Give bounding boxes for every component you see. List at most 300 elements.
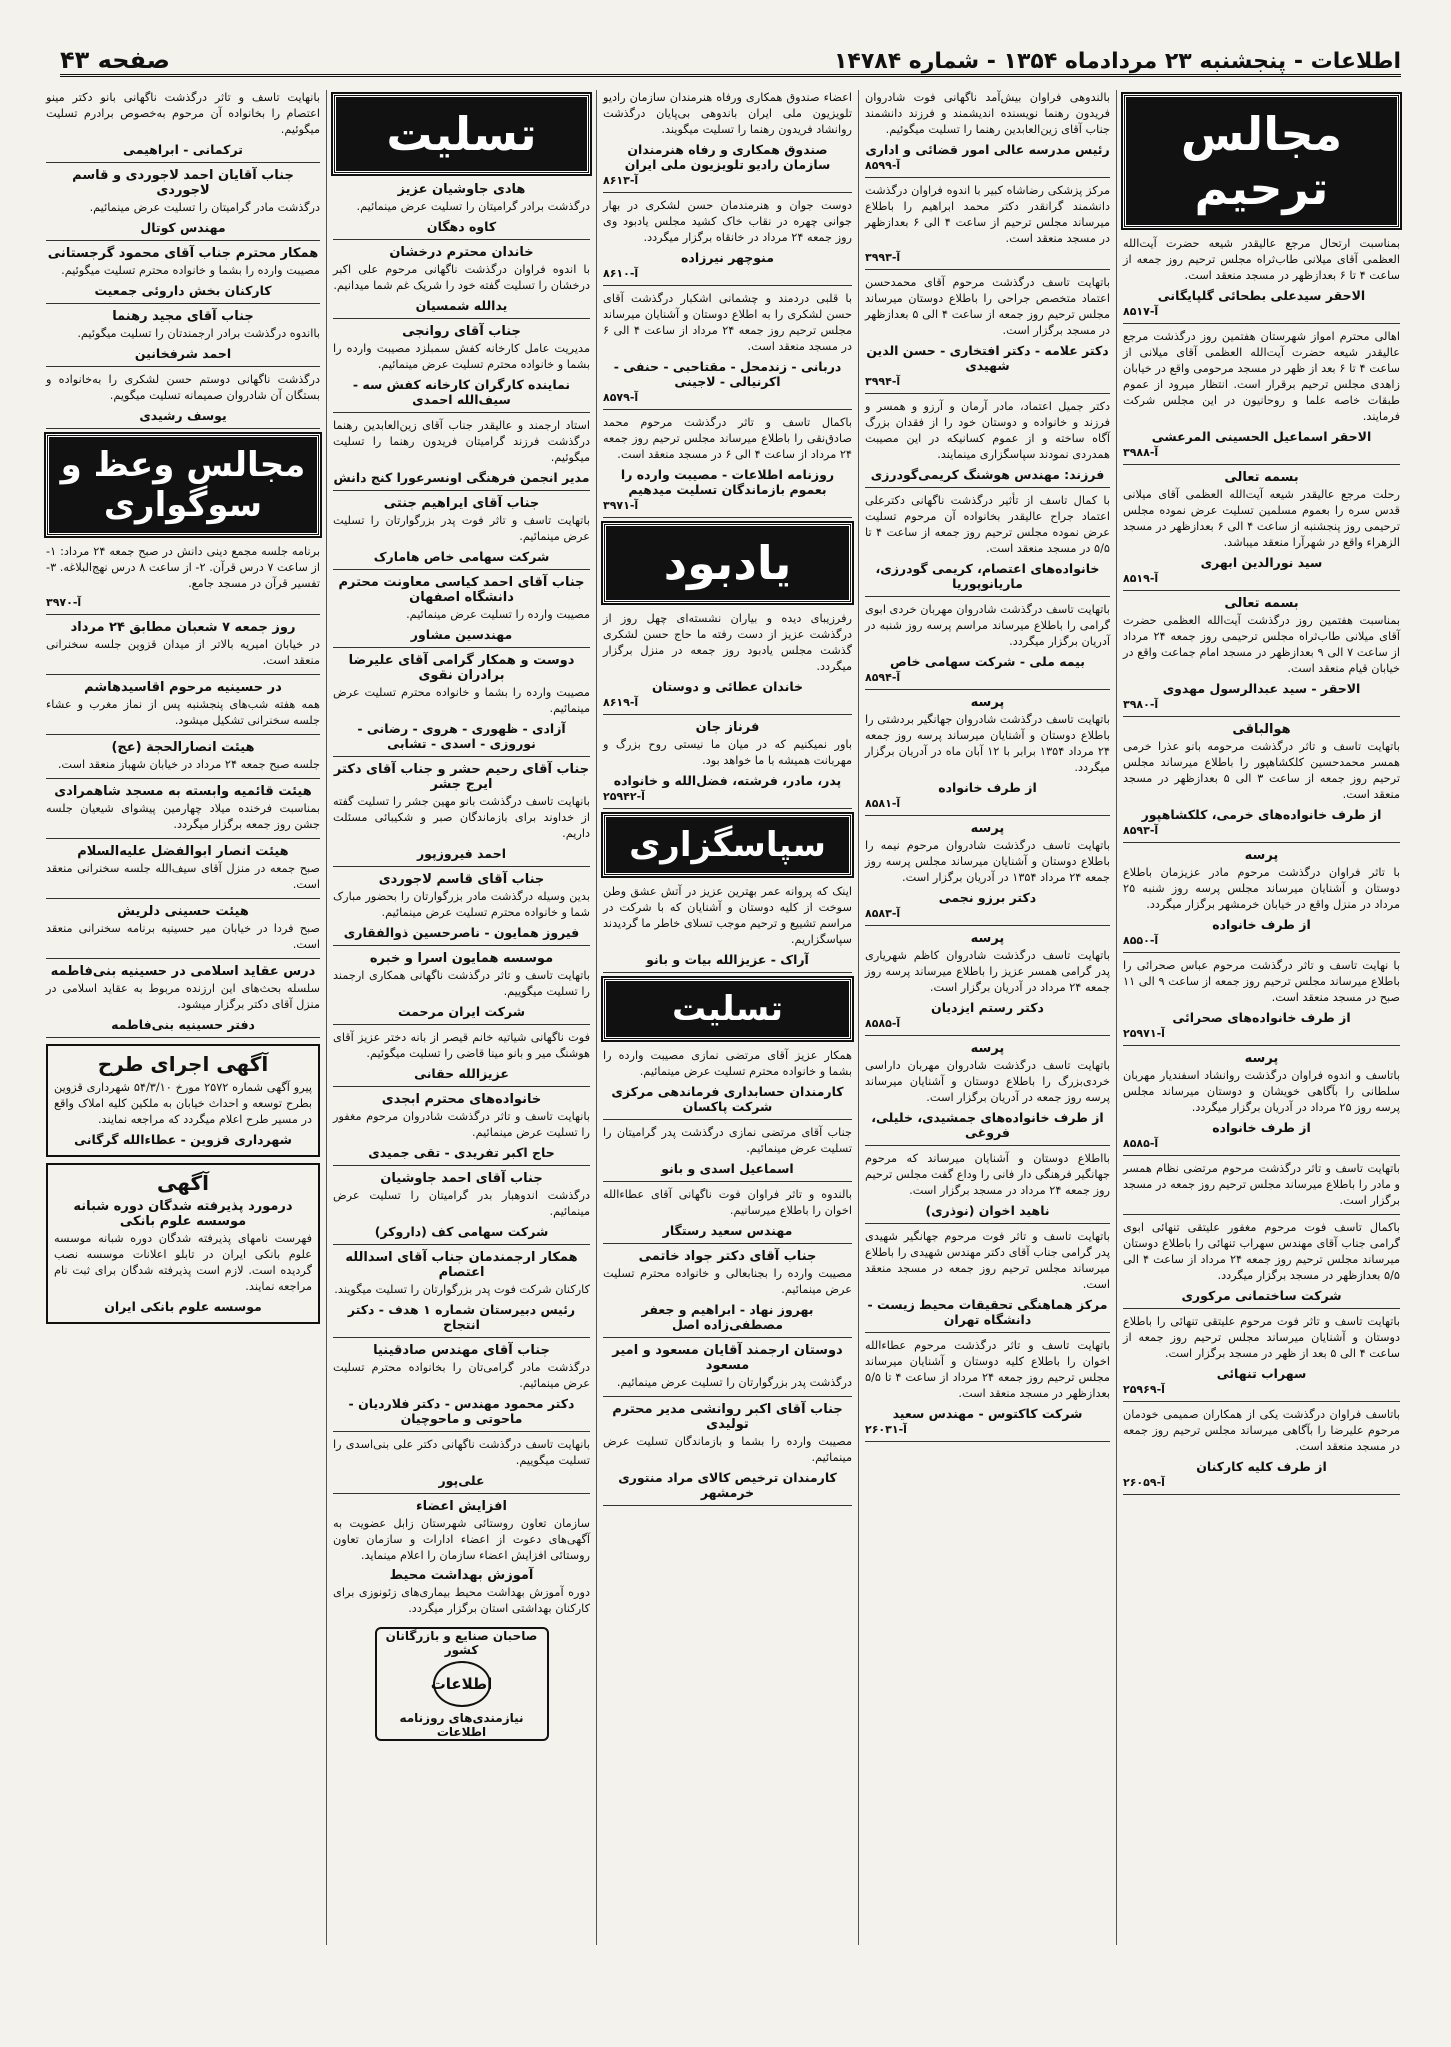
notice-item: [603, 1343, 852, 1397]
notice-signature: یوسف رشیدی: [139, 408, 227, 423]
notice-text: با قلبی دردمند و چشمانی اشکبار درگذشت آقای حسن لشکری را به اطلاع دوستان و آشنایان میرساند مجلس ترحیم روز جمعه ۲۴ مرداد از ساعت ۴ الی ۶ در مسجد منعقد است.: [603, 292, 853, 353]
notice-signature: شرکت ایران مرحمت: [397, 1004, 526, 1019]
notice-item: [1123, 470, 1400, 591]
notice-divider: [865, 596, 1110, 597]
notice-item: [46, 90, 320, 163]
notice-text: باکمال تاسف و تاثر درگذشت مرحوم محمد صادق‌نقی را باطلاع میرساند مجلس ترحیم روز جمعه ۲۴ مرداد از ساعت ۴ الی ۶ در مسجد منعقد است.: [603, 416, 852, 461]
ad-box-title: آگهی اجرای طرح: [97, 1052, 269, 1076]
notice-text: باتهایت تاسف و تاثر فوت مرحوم جهانگیر شهیدی پدر گرامی جناب آقای دکتر مهندس شهیدی را باطلاع میرساند مجلس ترحیم روز جمعه در مسجد منعقد است.: [865, 1230, 1110, 1291]
notice-code: آ-۲۵۹۴۲: [603, 790, 645, 803]
notice-item: [865, 1229, 1110, 1333]
notice-divider: [46, 958, 320, 959]
notice-text: کارکنان شرکت فوت پدر بزرگوارتان را تسلیت میگویند.: [334, 1283, 590, 1296]
notice-text: مدیریت عامل کارخانه کفش سمبلزد مصیبت وارده را بشما و خانواده محترم تسلیت عرض مینمائیم.: [333, 342, 590, 371]
notice-heading: هیئت انصارالحجة (عج): [111, 740, 255, 755]
notice-item: [1123, 329, 1400, 465]
notice-item: [603, 1187, 852, 1244]
column-5: [40, 90, 326, 1945]
notice-text: مصیبت وارده را بشما و خانواده محترم تسلیت میگوئیم.: [61, 264, 320, 277]
notice-item: [865, 90, 1110, 178]
notice-text: بانهایت تاسف درگذشت بانو مهین جشر را تسلیت گفته از خداوند برای بازماندگان صبر و شکیبائی مسئلت داریم.: [333, 795, 590, 840]
notice-code: آ-۳۹۹۳: [865, 251, 901, 264]
notice-heading: دوستان ارجمند آقایان مسعود و امیر مسعود: [612, 1343, 843, 1373]
notice-code: آ-۸۵۱۹: [1123, 572, 1159, 585]
notice-divider: [603, 1119, 852, 1120]
notice-divider: [46, 240, 320, 241]
notice-text: در خیابان امیریه بالاتر از میدان قزوین جلسه سخنرانی منعقد است.: [46, 638, 320, 667]
notice-item: [865, 931, 1110, 1036]
notice-text: صبح جمعه در منزل آقای سیف‌الله جلسه سخنرانی منعقد است.: [46, 862, 320, 891]
notice-item: [1123, 1314, 1400, 1402]
notice-code: آ-۳۹۷۱: [603, 499, 639, 512]
notice-signature: شرکت کاکتوس - مهندس سعید: [892, 1406, 1083, 1421]
notice-signature: از طرف خانواده: [938, 780, 1037, 795]
notice-divider: [865, 269, 1110, 270]
notice-signature: کاوه دهگان: [426, 219, 497, 234]
notice-code: آ-۸۵۸۵: [865, 1017, 901, 1030]
notice-divider: [603, 1505, 852, 1506]
notice-text: با کمال تاسف از تأثیر درگذشت ناگهانی دکترعلی اعتماد جراح عالیقدر بخانواده آن مرحوم تسلیت عرض نموده مجلس ترحیم روز جمعه از ساعت ۴ تا ۵/۵ در مسجد منعقد است.: [865, 494, 1110, 555]
notice-divider: [865, 1332, 1110, 1333]
notice-signature: فیروز همایون - ناصرحسین ذوالفقاری: [343, 925, 580, 940]
notice-text: بمناسبت ارتحال مرجع عالیقدر شیعه حضرت آیت‌الله العظمی آقای میلانی طاب‌ثراه مجلس ترحیم روز جمعه از ساعت ۴ تا ۶ بعدازظهر در مسجد منعقد است.: [1123, 237, 1400, 282]
notice-signature: از طرف خانواده‌های جمشیدی، خلیلی، فروغی: [871, 1110, 1104, 1140]
notice-item: [333, 575, 590, 648]
notice-list-5: [46, 90, 320, 429]
notice-item: [865, 1151, 1110, 1224]
notice-signature: صندوق همکاری و رفاه هنرمندان سازمان رادیو تلویزیون ملی ایران: [624, 142, 831, 172]
notice-text: باتهایت تاسف درگذشت شادروان مرحوم نیمه را باطلاع دوستان و آشنایان میرساند مجلس پرسه روز جمعه ۲۴ مرداد ۱۳۵۴ در آدریان برگزار است.: [865, 839, 1110, 884]
notice-item: [333, 1437, 590, 1494]
notice-text: دکتر جمیل اعتماد، مادر آرمان و آرزو و همسر و فرزند و خانواده و دوستان خود را از فقدان بزرگ آگاه ساخته و از عموم کسانیکه در این مصیبت همدردی نمودند سپاسگزاری مینمایند.: [865, 400, 1110, 461]
notice-code: آ-۸۶۱۳: [603, 174, 639, 187]
notice-heading: هیئت قائمیه وابسته به مسجد شاهمرادی: [54, 784, 312, 799]
notice-divider: [865, 1223, 1110, 1224]
notice-text: درگذشت مادر گرامی‌تان را بخانواده محترم تسلیت عرض مینمائیم.: [333, 1361, 590, 1390]
notice-signature: دفتر حسینیه بنی‌فاطمه: [111, 1017, 255, 1032]
notice-divider: [333, 1024, 590, 1025]
notice-signature: فرزند: مهندس هوشنگ کریمی‌گودرزی: [870, 467, 1105, 482]
notice-signature: عزیزالله حقانی: [414, 1066, 509, 1081]
notice-heading: جناب آقای اکبر روانشی مدیر محترم تولیدی: [612, 1402, 843, 1432]
notice-signature: مرکز هماهنگی تحقیقات محیط زیست - دانشگاه تهران: [867, 1297, 1108, 1327]
notice-text: بانهایت تاسف و تاثر درگذشت شادروان مرحوم مغفور را تسلیت عرض مینمائیم.: [333, 1110, 590, 1139]
notice-divider: [603, 972, 852, 973]
notice-divider: [333, 569, 590, 570]
notice-item: [333, 1171, 590, 1245]
notice-divider: [1123, 716, 1400, 717]
notice-signature: شرکت سهامی خاص هامارک: [373, 549, 550, 564]
notice-signature: دکتر رستم ایزدیان: [931, 1000, 1044, 1015]
notice-heading: پرسه: [1244, 1051, 1279, 1066]
notice-heading: پرسه: [970, 1041, 1005, 1056]
notice-code: آ-۳۹۸۰: [1123, 698, 1159, 711]
notice-signature: کارمندان ترخیص کالای مراد منتوری خرمشهر: [618, 1470, 837, 1500]
notice-heading: بسمه تعالی: [1224, 596, 1299, 611]
notice-text: درگذشت مادر گرامیتان را تسلیت عرض مینمائیم.: [89, 201, 320, 214]
notice-heading: هوالباقی: [1232, 722, 1291, 737]
notice-item: [865, 1041, 1110, 1146]
notice-divider: [333, 412, 590, 413]
notice-divider: [333, 945, 590, 946]
notice-heading: جناب آقای دکتر جواد خاتمی: [638, 1249, 817, 1264]
notice-signature: مدیر انجمن فرهنگی اونسرعورا کنج دانش: [333, 470, 590, 485]
notice-divider: [1123, 842, 1400, 843]
banner-tasliat: تسلیت: [333, 94, 590, 174]
notice-code: آ-۸۵۵۰: [1123, 934, 1159, 947]
notice-divider: [1123, 1214, 1400, 1215]
notice-divider: [603, 285, 852, 286]
notice-item: [1123, 596, 1400, 717]
notice-divider: [46, 162, 320, 163]
notice-text: همه هفته شب‌های پنجشنبه پس از نماز مغرب و عشاء جلسه سخنرانی تشکیل میشود.: [46, 698, 320, 727]
notice-item: [333, 1250, 590, 1338]
notice-text: مصیبت وارده را بجنابعالی و خانواده محترم تسلیت عرض مینمائیم.: [603, 1267, 852, 1296]
notice-divider: [603, 409, 852, 410]
notice-signature: از طرف خانواده: [1212, 1120, 1311, 1135]
notice-list-3c: [603, 884, 852, 973]
notice-code: آ-۸۵۸۳: [865, 907, 901, 920]
notice-text: جلسه صبح جمعه ۲۴ مرداد در خیابان شهباز منعقد است.: [57, 758, 320, 771]
notice-divider: [865, 1441, 1110, 1442]
notice-list-2: [865, 90, 1110, 1442]
notice-item: [46, 309, 320, 367]
notice-signature: دکتر محمود مهندس - دکتر فلاردیان - ماحوتی و ماحوچیان: [348, 1396, 575, 1426]
notice-heading: خانواده‌های محترم ابجدی: [381, 1092, 542, 1107]
notice-item: [333, 951, 590, 1025]
notice-item: [333, 1092, 590, 1166]
page-header: [60, 40, 1401, 77]
notice-divider: [603, 1396, 852, 1397]
notice-heading: جناب آقایان احمد لاجوردی و قاسم لاجوردی: [72, 168, 294, 198]
notice-item: [333, 245, 590, 319]
notice-text: باتهایت تاسف درگذشت شادروان جهانگیر بردشتی را باطلاع دوستان و آشنایان میرساند پرسه روز جمعه ۲۴ مرداد ۱۳۵۴ برابر با ۱۲ آبان ماه در آدریان برگزار میگردد.: [865, 713, 1110, 774]
notice-heading: در حسینیه مرحوم اقاسیدهاشم: [84, 680, 282, 695]
notice-code: آ-۸۵۸۱: [865, 797, 901, 810]
notice-divider: [603, 1181, 852, 1182]
notice-text: بالندوه و تاثر فراوان فوت ناگهانی آقای عطاءالله اخوان را باطلاع میرسانیم.: [603, 1188, 852, 1217]
notice-heading: خاندان محترم درخشان: [389, 245, 534, 260]
ad-box2-text: فهرست نامهای پذیرفته شدگان دوره شبانه موسسه علوم بانکی ایران در تابلو اعلانات موسسه نصب گردیده است. لازم است پذیرفته شدگان برای ثبت نام مراجعه نمایند.: [54, 1232, 312, 1293]
notice-signature: الاحقر اسماعیل الحسینی المرعشی: [1151, 429, 1372, 444]
notice-heading: پرسه: [970, 695, 1005, 710]
notice-item: [603, 415, 852, 518]
notice-divider: [603, 808, 852, 809]
notice-text: همکار عزیز آقای مرتضی نمازی مصیبت وارده را بشما و خانواده محترم تسلیت عرض مینمائیم.: [603, 1049, 852, 1078]
notice-code: آ-۲۵۹۷۱: [1123, 1027, 1165, 1040]
newspaper-dateline: اطلاعات - پنجشنبه ۲۳ مردادماه ۱۳۵۴ - شماره ۱۴۷۸۴: [833, 49, 1401, 74]
notice-code: آ-۲۶۰۵۹: [1123, 1476, 1165, 1489]
notice-text: درگذشت پدر بزرگوارتان را تسلیت عرض مینمائیم.: [616, 1376, 852, 1389]
notice-list-3b: [603, 611, 852, 809]
notice-text: باتهایت تاسف درگذشت مرحوم آقای محمدحسن اعتماد متخصص جراحی را باطلاع دوستان میرساند مجلس ترحیم روز جمعه از ساعت ۴ الی ۵ بعدازظهر در مسجد برگزار است.: [865, 276, 1111, 337]
notice-list-5b: [46, 544, 320, 1038]
notice-signature: از طرف کلیه کارکنان: [1196, 1459, 1327, 1474]
notice-heading: بسمه تعالی: [1224, 470, 1299, 485]
notice-text: بالندوهی فراوان بیش‌آمد ناگهانی فوت شادروان فریدون رهنما نویسنده اندیشمند و فرزند دانشمند جناب آقای زین‌العابدین رهنما را تسلیت میگوئیم.: [865, 91, 1110, 136]
notice-signature: مهندس کوتال: [140, 220, 226, 235]
notice-signature: اسماعیل اسدی و بانو: [661, 1161, 794, 1176]
notice-heading: موسسه همایون اسرا و خبره: [369, 951, 554, 966]
notice-item: [603, 1249, 852, 1338]
notice-divider: [46, 366, 320, 367]
notice-text: سلسله بحث‌های این ارزنده مربوط به عقاید اسلامی در منزل آقای دکتر برگزار میشود.: [46, 982, 320, 1011]
notice-signature: دکتر برزو نجمی: [938, 890, 1037, 905]
notice-text: باتهایت تاسف درگذشت شادروان مهربان خردی ابوی گرامی را باطلاع میرساند مراسم پرسه روز شنبه در آدریان برگزار میگردد.: [865, 603, 1110, 648]
notice-list-1: [1123, 236, 1400, 1495]
notice-heading: روز جمعه ۷ شعبان مطابق ۲۴ مرداد: [70, 620, 296, 635]
notice-item: [603, 720, 852, 809]
notice-text: بااطلاع دوستان و آشنایان میرساند که مرحوم جهانگیر فرهنگی دار فانی را وداع گفت مجلس ترحیم روز جمعه ۲۴ مرداد در مسجد برگزار است.: [865, 1152, 1110, 1197]
column-2: [858, 90, 1116, 1945]
notice-text: با اندوه فراوان درگذشت ناگهانی مرحوم علی اکبر درخشان را تسلیت گفته خود را شریک غم شما میدانیم.: [333, 263, 590, 292]
notice-heading: فرناز جان: [695, 720, 760, 735]
notice-text: بااندوه درگذشت برادر ارجمندتان را تسلیت میگوئیم.: [77, 327, 320, 340]
notice-divider: [333, 1431, 590, 1432]
notice-text: باکمال تاسف فوت مرحوم مغفور علیتقی تنهائی ابوی گرامی جناب آقای مهندس سهراب تنهائی را باطلاع دوستان میرساند مجلس ترحیم روز جمعه ۲۴ مرداد از ساعت ۴ الی ۵/۵ بعدازظهر در مسجد برگزار میگردد.: [1123, 1221, 1401, 1282]
notice-signature: آراک - عزیزالله بیات و بانو: [646, 952, 809, 967]
notice-heading: پرسه: [970, 821, 1005, 836]
notice-item: [1123, 722, 1400, 843]
ad-box-ejraye-tarh: [46, 1044, 320, 1157]
notice-code: آ-۲۵۹۶۹: [1123, 1383, 1165, 1396]
notice-divider: [1123, 1155, 1400, 1156]
notice-text: برنامه جلسه مجمع دینی دانش در صبح جمعه ۲۴ مرداد: ۱- از ساعت ۷ درس قرآن. ۲- از ساعت ۸ درس نهج‌البلاغه. ۳- تفسیر قرآن در مسجد جامع.: [46, 545, 320, 590]
notice-signature: شرکت ساختمانی مرکوری: [1181, 1288, 1342, 1303]
notice-item: [46, 904, 320, 959]
notice-text: باتهایت تاسف و تاثر درگذشت مرحوم مرتضی نظام همسر و مادر را باطلاع میرساند مجلس ترحیم روز جمعه در مسجد برگزار است.: [1123, 1162, 1400, 1207]
notice-signature: از طرف خانواده‌های صحرائی: [1172, 1010, 1351, 1025]
notice-code: آ-۸۵۱۷: [1123, 305, 1159, 318]
notice-divider: [46, 428, 320, 429]
notice-item: [865, 821, 1110, 926]
notice-text: جناب آقای مرتضی نمازی درگذشت پدر گرامیتان را تسلیت عرض مینمائیم.: [603, 1126, 852, 1155]
ad2-text: دوره آموزش بهداشت محیط بیماری‌های زئونوزی برای کارکنان بهداشتی استان برگزار میگردد.: [333, 1586, 590, 1615]
column-4: [326, 90, 596, 1945]
notice-divider: [1123, 1045, 1400, 1046]
notice-signature: بهروز نهاد - ابراهیم و جعفر مصطفی‌زاده اصل: [641, 1302, 814, 1332]
notice-text: استاد ارجمند و عالیقدر جناب آقای زین‌العابدین رهنما درگذشت فرزند گرامیتان فریدون رهنما را تسلیت میگوئیم.: [333, 419, 590, 464]
notice-item: [333, 418, 590, 491]
notice-heading: جناب آقای ایراهیم جنتی: [383, 496, 540, 511]
notice-text: بمناسبت هفتمین روز درگذشت آیت‌الله العظمی حضرت آقای میلانی طاب‌ثراه مجلس ترحیمی روز جمعه ۲۴ مرداد از ساعت ۷ الی ۹ بعدازظهر در مسجد امام جماعت واقع در خیابان قیام منعقد است.: [1123, 614, 1401, 675]
notice-signature: مهندس سعید رستگار: [662, 1223, 793, 1238]
notice-code: آ-۳۹۹۴: [865, 375, 901, 388]
notice-divider: [333, 1086, 590, 1087]
notice-item: [333, 324, 590, 413]
notice-divider: [46, 614, 320, 615]
notice-text: دوست جوان و هنرمندمان حسن لشکری در بهار جوانی چهره در نقاب خاک کشید مجلس یادبود وی روز جمعه ۲۴ مرداد در خانقاه برگزار میگردد.: [603, 199, 852, 244]
notice-text: با نهایت تاسف و تاثر درگذشت مرحوم عباس صحرائی را باطلاع میرساند مجلس ترحیم روز جمعه از ساعت ۹ الی ۱۱ صبح در مسجد منعقد است.: [1123, 959, 1400, 1004]
notice-signature: احمد شرفخانین: [134, 346, 232, 361]
notice-code: آ-۸۵۸۵: [1123, 1137, 1159, 1150]
notice-item: [603, 884, 852, 973]
notice-text: باتهایت تاسف و تاثر درگذشت ناگهانی همکاری ارجمند را تسلیت میگوییم.: [333, 969, 590, 998]
notice-signature: آزادی - ظهوری - هروی - رضانی - نوروزی - اسدی - تشابی: [357, 721, 566, 751]
column-3: [596, 90, 858, 1945]
page-columns: [40, 90, 1406, 2027]
notice-code: آ-۸۶۱۹: [603, 696, 639, 709]
notice-code: آ-۸۶۱۰: [603, 267, 639, 280]
notice-divider: [865, 925, 1110, 926]
notice-divider: [603, 517, 852, 518]
notice-divider: [603, 1243, 852, 1244]
notice-item: [865, 493, 1110, 597]
notice-signature: یدالله شمسیان: [415, 298, 508, 313]
notice-text: درگذشت ناگهانی دوستم حسن لشکری را به‌خانواده و بستگان آن شادروان صمیمانه تسلیت میگویم.: [46, 373, 320, 402]
notice-signature: حاج اکبر تفریدی - تقی جمیدی: [368, 1145, 555, 1160]
notice-item: [46, 740, 320, 779]
banner-vaaz-sogvari: مجالس وعظ و سوگواری: [46, 434, 320, 536]
notice-text: بمناسبت فرخنده میلاد چهارمین پیشوای شیعیان جلسه جشن روز جمعه برگزار میگردد.: [46, 802, 320, 831]
ad-box-signature: شهرداری قزوین - عطاءالله گرگانی: [74, 1132, 292, 1147]
notice-divider: [333, 756, 590, 757]
notice-heading: هیئت حسینی دلریش: [117, 904, 249, 919]
page-number: صفحه ۴۳: [60, 46, 170, 74]
notice-item: [333, 653, 590, 757]
notice-item: [1123, 958, 1400, 1046]
notice-divider: [603, 1337, 852, 1338]
banner-tasliat-2: تسلیت: [603, 978, 852, 1040]
notice-item: [333, 496, 590, 570]
notice-text: باتهایت تاسف درگذشت شادروان کاظم شهریاری پدر گرامی همسر عزیز را باطلاع میرساند پرسه روز جمعه ۲۴ مرداد در آدریان برگزار است.: [865, 949, 1110, 994]
notice-text: باور نمیکنیم که در میان ما نیستی روح بزرگ و مهربانت همیشه با ما خواهد بود.: [603, 738, 852, 767]
notice-item: [865, 695, 1110, 816]
ad-box2-title: آگهی: [157, 1171, 209, 1195]
notice-text: بانهایت تاسف درگذشت ناگهانی دکتر علی بنی‌اسدی را تسلیت میگوییم.: [333, 1438, 590, 1467]
notice-signature: خاندان عطائی و دوستان: [651, 679, 804, 694]
notice-signature: ترکمانی - ابراهیمی: [123, 142, 243, 157]
notice-divider: [865, 815, 1110, 816]
notice-signature: احمد فیروزپور: [416, 846, 506, 861]
notice-item: [603, 1125, 852, 1182]
notice-divider: [46, 734, 320, 735]
notice-code: آ-۲۶۰۳۱: [865, 1423, 907, 1436]
notice-signature: ناهید اخوان (نوذری): [925, 1203, 1050, 1218]
notice-heading: جناب آقای احمد کیاسی معاونت محترم دانشگاه اصفهان: [338, 575, 585, 605]
notice-item: [1123, 236, 1400, 324]
notice-heading: هادی جاوشیان عزیز: [397, 182, 526, 197]
notice-divider: [865, 1035, 1110, 1036]
logo-seal: اطلاعات: [433, 1661, 491, 1707]
notice-signature: مهندسین مشاور: [410, 627, 513, 642]
notice-heading: جناب آقای روانجی: [402, 324, 521, 339]
notice-text: مصیبت وارده را تسلیت عرض مینمائیم.: [406, 608, 590, 621]
notice-code: آ-۸۵۹۹: [865, 159, 901, 172]
notice-text: مصیبت وارده را بشما و خانواده محترم تسلیت عرض مینمائیم.: [333, 686, 590, 715]
notice-divider: [46, 838, 320, 839]
notice-item: [46, 246, 320, 304]
notice-divider: [333, 1244, 590, 1245]
notice-divider: [603, 192, 852, 193]
notice-item: [865, 275, 1110, 394]
ad-box-text: پیرو آگهی شماره ۲۵۷۲ مورخ ۵۴/۳/۱۰ شهرداری قزوین بطرح توسعه و احداث خیابان به ملکین کلیه املاک واقع در مسیر طرح اعلام میگردد که مراجعه نمایند.: [54, 1081, 313, 1126]
notice-divider: [1123, 590, 1400, 591]
notice-signature: الاحقر سیدعلی بطحائی گلپایگانی: [1157, 288, 1366, 303]
ad-box2-signature: موسسه علوم بانکی ایران: [104, 1299, 262, 1314]
notice-signature: کارمندان حسابداری فرماندهی مرکزی شرکت پاکسان: [611, 1084, 844, 1114]
notice-heading: جناب آقای مجید رهنما: [112, 309, 254, 324]
notice-heading: همکار محترم جناب آقای محمود گرجستانی: [47, 246, 319, 261]
ettelaat-logo: [375, 1627, 549, 1741]
notice-divider: [333, 490, 590, 491]
notice-divider: [46, 778, 320, 779]
banner-sepasgozari: سپاسگزاری: [603, 814, 852, 876]
notice-item: [865, 602, 1110, 690]
notice-text: باتهایت تاسف و تاثر فوت مرحوم علیتقی تنهائی را باطلاع دوستان و آشنایان میرساند مجلس ترحیم روز جمعه از ساعت ۴ الی ۵ بعد از ظهر در مسجد برگزار است.: [1123, 1315, 1400, 1360]
notice-text: درگذشت برادر گرامیتان را تسلیت عرض مینمائیم.: [356, 200, 590, 213]
notice-item: [1123, 1407, 1400, 1495]
notice-signature: خانواده‌های اعتصام، کریمی گودرزی، ماریانوپوریا: [875, 561, 1100, 591]
notice-text: باتهایت تاسف و تاثر درگذشت مرحوم عطاءالله اخوان را باطلاع کلیه دوستان و آشنایان میرساند مجلس ترحیم روز جمعه ۲۴ مرداد از ساعت ۴ تا ۵/۵ بعدازظهر در مسجد منعقد است.: [865, 1339, 1110, 1400]
notice-divider: [865, 393, 1110, 394]
banner-yadbood: یادبود: [603, 523, 852, 603]
notice-item: [46, 964, 320, 1038]
notice-heading: پرسه: [1244, 848, 1279, 863]
notice-text: فوت ناگهانی شیاتیه خانم قیصر از بانه دختر عزیز آقای هوشنگ میر و بانو مینا قاضی را تسلیت میگوئیم.: [333, 1031, 590, 1060]
notice-divider: [46, 1037, 320, 1038]
notice-signature: رئیس مدرسه عالی امور قضائی و اداری: [865, 142, 1110, 157]
notice-text: باتاسف فراوان درگذشت یکی از همکاران صمیمی خودمان مرحوم علیرضا را بآگاهی میرساند مجلس ترحیم روز جمعه در مسجد منعقد است.: [1123, 1408, 1400, 1453]
notice-heading: دوست و همکار گرامی آقای علیرضا برادران نقوی: [348, 653, 575, 683]
notice-signature: رئیس دبیرستان شماره ۱ هدف - دکتر انتجاح: [347, 1302, 576, 1332]
notice-item: [46, 784, 320, 839]
banner-majales-tarhim: مجالس ترحیم: [1123, 94, 1400, 228]
notice-signature: روزنامه اطلاعات - مصیبت وارده را بعموم بازماندگان تسلیت میدهیم: [620, 467, 835, 497]
notice-signature: از طرف خانواده: [1212, 917, 1311, 932]
notice-text: رحلت مرجع عالیقدر شیعه آیت‌الله العظمی آقای میلانی قدس سره را بعموم مسلمین تسلیت عرض نموده مجلس ترحیمی روز پنجشنبه از ساعت ۴ الی ۶ بعدازظهر در مسجد الزهراء واقع در شهرآرا منعقد میباشد.: [1123, 488, 1400, 549]
notice-list-3: [603, 90, 852, 518]
notice-signature: علی‌پور: [438, 1473, 485, 1488]
notice-text: باتاسف و اندوه فراوان درگذشت روانشاد اسفندیار مهربان سلطانی را بآگاهی خویشان و دوستان میرساند مجلس پرسه روز ۲۵ مرداد در آدریان برگزار میگردد.: [1123, 1069, 1400, 1114]
notice-item: [46, 168, 320, 241]
notice-item: [333, 1030, 590, 1087]
notice-code: آ-۸۵۷۹: [603, 391, 639, 404]
notice-divider: [333, 1337, 590, 1338]
notice-code: آ-۳۹۸۸: [1123, 446, 1159, 459]
notice-text: مصیبت وارده را بشما و بازماندگان تسلیت عرض مینمائیم.: [603, 1435, 852, 1464]
notice-signature: شرکت سهامی کف (داروکر): [374, 1224, 549, 1239]
notice-divider: [865, 177, 1110, 178]
notice-item: [46, 544, 320, 615]
notice-heading: همکار ارجمندمان جناب آقای اسدالله اعتصام: [345, 1250, 578, 1280]
notice-heading: جناب آقای رحیم حشر و جناب آقای دکتر ایرج جشر: [333, 762, 590, 792]
notice-text: درگذشت اندوهبار بدر گرامیتان را تسلیت عرض مینمائیم.: [333, 1189, 590, 1218]
notice-heading: هیئت انصار ابوالفضل علیه‌السلام: [77, 844, 289, 859]
notice-signature: از طرف خانواده‌های خرمی، کلکشاهپور: [1141, 807, 1382, 822]
notice-item: [865, 183, 1110, 270]
notice-signature: الاحقر - سید عبدالرسول مهدوی: [1162, 681, 1361, 696]
notice-item: [603, 291, 852, 410]
logo-top-text: صاحبان صنایع و بازرگانان کشور: [385, 1629, 538, 1657]
notice-divider: [333, 239, 590, 240]
notice-list-4: [333, 182, 590, 1494]
notice-item: [603, 1402, 852, 1506]
notice-item: [46, 844, 320, 899]
notice-divider: [333, 866, 590, 867]
notice-heading: جناب آقای قاسم لاجوردی: [378, 872, 545, 887]
notice-text: باتهایت تاسف و تاثر فوت پدر بزرگوارتان را تسلیت عرض مینمائیم.: [333, 514, 590, 543]
notice-item: [1123, 1220, 1400, 1309]
notice-divider: [865, 487, 1110, 488]
notice-code: آ-۸۵۹۳: [1123, 824, 1159, 837]
notice-item: [333, 762, 590, 867]
notice-signature: پدر، مادر، فرشته، فضل‌الله و خانواده: [613, 773, 842, 788]
notice-text: اهالی محترم امواز شهرستان هفتمین روز درگذشت مرجع عالیقدر شیعه حضرت آیت‌الله العظمی آقای میلانی از ساعت ۴ تا ۶ بعد از ظهر در مسجد مرحومی واقع در خیابان زاهدی مجلس ترحیم برقرار است. انتظار میرود از عموم طبقات خاصه علما و روحانیون در این مجلس شرکت فرمایند.: [1123, 330, 1400, 423]
notice-divider: [333, 1165, 590, 1166]
ad-box2-subtitle: درمورد پذیرفته شدگان دوره شبانه موسسه علوم بانکی: [73, 1199, 293, 1229]
notice-item: [333, 872, 590, 946]
